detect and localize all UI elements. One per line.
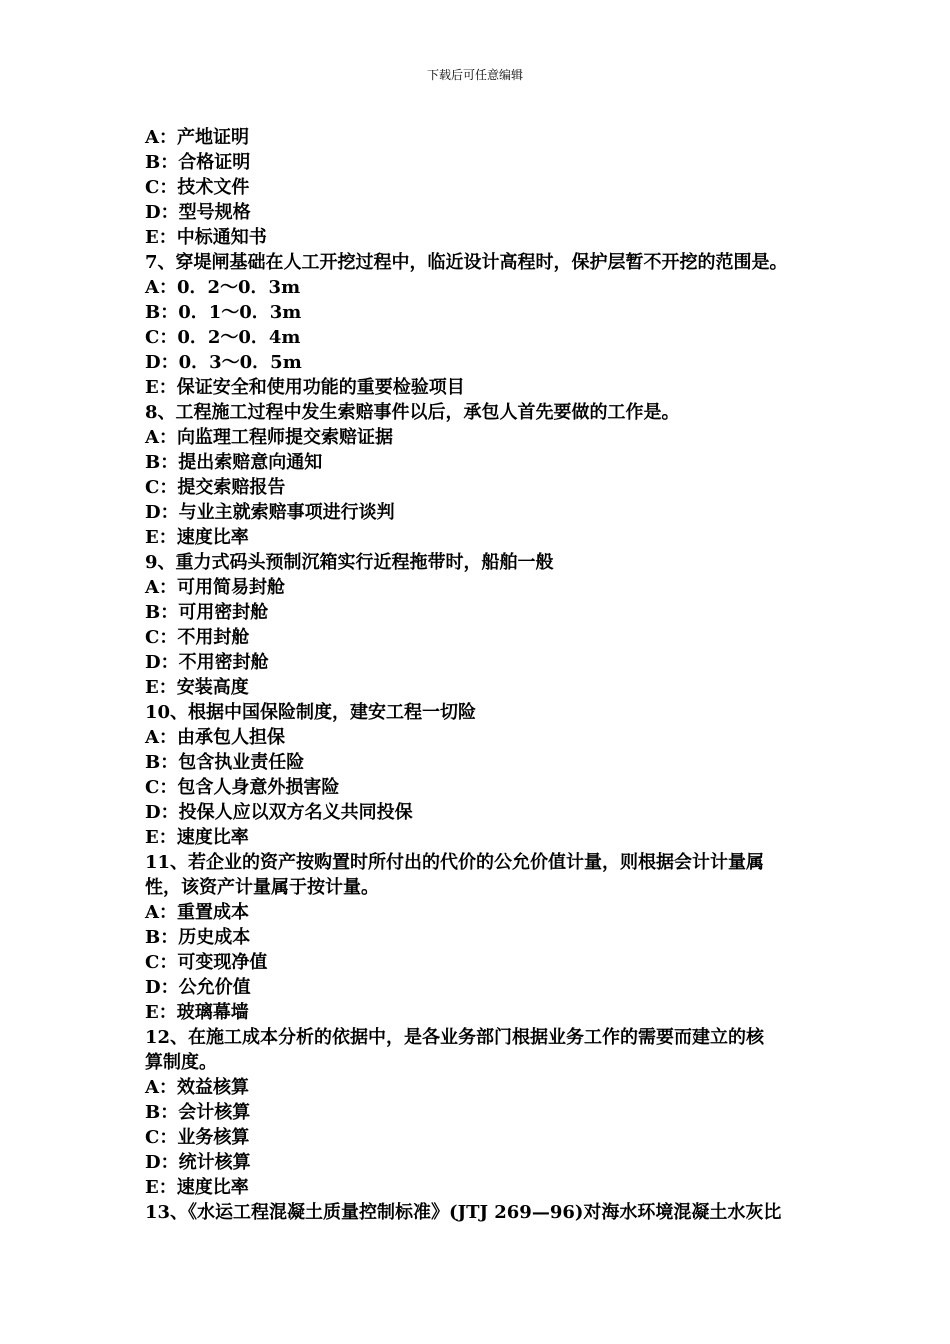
text-line: D：与业主就索赔事项进行谈判 <box>145 502 395 523</box>
text-line: D：投保人应以双方名义共同投保 <box>145 802 413 823</box>
text-line: A：向监理工程师提交索赔证据 <box>145 427 393 448</box>
text-line: B：提出索赔意向通知 <box>145 452 323 473</box>
text-line: E：速度比率 <box>145 1177 249 1198</box>
page-header: 下载后可任意编辑 <box>426 68 523 82</box>
question-11-cont: 性，该资产计量属于按计量。 <box>145 877 379 898</box>
question-8: 8、工程施工过程中发生索赔事件以后，承包人首先要做的工作是。 <box>145 402 680 423</box>
text-line: C：不用封舱 <box>145 627 250 648</box>
text-line: C：技术文件 <box>145 177 250 198</box>
text-line: D：公允价值 <box>145 977 251 998</box>
text-line: E：中标通知书 <box>145 227 267 248</box>
question-7: 7、穿堤闸基础在人工开挖过程中，临近设计高程时，保护层暂不开挖的范围是。 <box>145 252 788 273</box>
text-line: B：0．1～0．3m <box>145 302 302 323</box>
text-line: D：型号规格 <box>145 202 251 223</box>
text-line: B：包含执业责任险 <box>145 752 305 773</box>
text-line: E：玻璃幕墙 <box>145 1002 249 1023</box>
text-line: A：产地证明 <box>145 127 249 148</box>
text-line: A：由承包人担保 <box>145 727 285 748</box>
question-13: 13、《水运工程混凝土质量控制标准》(JTJ 269—96)对海水环境混凝土水灰比 <box>145 1202 782 1223</box>
text-line: C：业务核算 <box>145 1127 250 1148</box>
text-line: E：速度比率 <box>145 827 249 848</box>
document-body <box>145 125 815 1225</box>
text-line: B：合格证明 <box>145 152 251 173</box>
text-line: D：0．3～0．5m <box>145 352 302 373</box>
text-line: E：安装高度 <box>145 677 249 698</box>
text-line: D：统计核算 <box>145 1152 251 1173</box>
text-line: C：0．2～0．4m <box>145 327 301 348</box>
text-line: E：保证安全和使用功能的重要检验项目 <box>145 377 465 398</box>
text-line: C：可变现净值 <box>145 952 268 973</box>
text-line: A：效益核算 <box>145 1077 249 1098</box>
text-line: B：会计核算 <box>145 1102 251 1123</box>
text-line: B：历史成本 <box>145 927 251 948</box>
question-9: 9、重力式码头预制沉箱实行近程拖带时，船舶一般 <box>145 552 554 573</box>
text-line: A：可用简易封舱 <box>145 577 285 598</box>
text-line: B：可用密封舱 <box>145 602 269 623</box>
question-11: 11、若企业的资产按购置时所付出的代价的公允价值计量，则根据会计计量属 <box>145 852 765 873</box>
text-line: D：不用密封舱 <box>145 652 269 673</box>
question-12-cont: 算制度。 <box>145 1052 217 1073</box>
question-12: 12、在施工成本分析的依据中，是各业务部门根据业务工作的需要而建立的核 <box>145 1027 765 1048</box>
text-line: A：0．2～0．3m <box>145 277 301 298</box>
question-10: 10、根据中国保险制度，建安工程一切险 <box>145 702 477 723</box>
text-line: C：包含人身意外损害险 <box>145 777 340 798</box>
text-line: E：速度比率 <box>145 527 249 548</box>
text-line: A：重置成本 <box>145 902 249 923</box>
text-line: C：提交索赔报告 <box>145 477 286 498</box>
